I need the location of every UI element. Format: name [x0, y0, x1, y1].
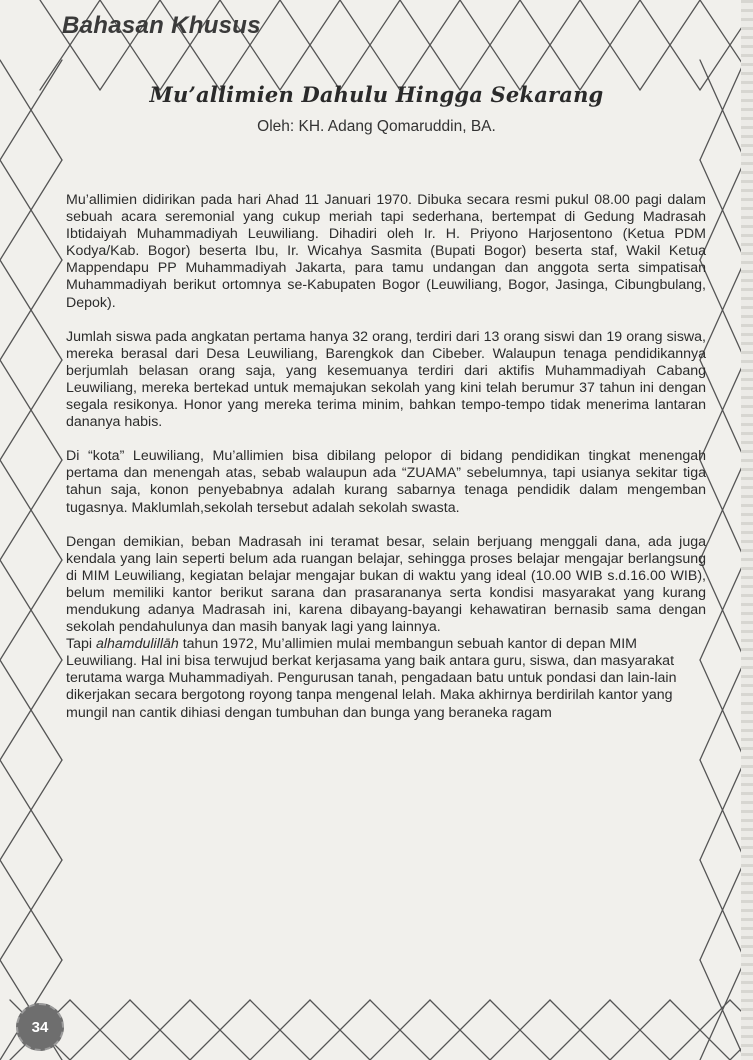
paragraph-office-rest: tahun 1972, Mu’allimien mulai membangun sebuah kantor di depan MIM Leuwiliang. Hal ini bisa terwujud berkat kerjasama yang baik antara guru, siswa, dan masyarakat terutama warga Muhammadiyah. Pengurusan tanah, pengadaan batu untuk pondasi dan lain-lain dikerjakan secara bergotong royong tanpa mengenal lelah. Maka akhirnya berdirilah kantor yang mungil nan cantik dihiasi dengan tumbuhan dan bunga yang beraneka ragam: [66, 636, 677, 721]
paragraph-students: Jumlah siswa pada angkatan pertama hanya 32 orang, terdiri dari 13 orang siswi dan 19 orang siswa, mereka berasal dari Desa Leuwiliang, Barengkok dan Cibeber. Walaupun tenaga pendidikannya berjumlah belasan orang saja, yang kesemuanya terdiri dari aktifis Muhammadiyah Cabang Leuwiliang, mereka bertekad untuk memajukan sekolah yang kini telah berumur 37 tahun ini dengan segala resikonya. Honor yang mereka terima minim, bahkan tempo-tempo tidak menerima lantaran dananya habis.: [66, 328, 706, 431]
paragraph-office-italic: alhamdulillāh: [95, 636, 179, 653]
article-byline: Oleh: KH. Adang Qomaruddin, BA.: [257, 118, 496, 135]
paragraph-founding: Mu’allimien didirikan pada hari Ahad 11 Januari 1970. Dibuka secara resmi pukul 08.00 pagi dalam sebuah acara seremonial yang cukup meriah tapi sederhana, bertempat di Gedung Madrasah Ibtidaiyah Muhammadiyah Leuwiliang. Dihadiri oleh Ir. H. Priyono Harjosentono (Ketua PDM Kodya/Kab. Bogor) beserta Ibu, Ir. Wicahya Sasmita (Bupati Bogor) beserta staf, Wakil Ketua Mappendapu PP Muhammadiyah Jakarta, para tamu undangan dan anggota serta simpatisan Muhammadiyah berikut ortomnya se-Kabupaten Bogor (Leuwiliang, Bogor, Jasinga, Cibungbulang, Depok).: [66, 192, 706, 311]
paragraph-office-lead: Tapi: [66, 636, 96, 653]
page-edge-strip: [741, 0, 753, 1060]
page-number-badge: [16, 1003, 64, 1051]
paragraph-pioneer: Di “kota” Leuwiliang, Mu’allimien bisa dibilang pelopor di bidang pendidikan tingkat menengah pertama dan menengah atas, sebab walaupun ada “ZUAMA” sebelumnya, tapi usianya sekitar tiga tahun saja, konon penyebabnya adalah kurang sabarnya tenaga pendidik dalam mengemban tugasnya. Maklumlah,sekolah tersebut adalah sekolah swasta.: [66, 448, 706, 516]
paragraph-challenges: Dengan demikian, beban Madrasah ini teramat besar, selain berjuang menggali dana, ada juga kendala yang lain seperti belum ada ruangan belajar, sehingga proses belajar mengajar berlangsung di MIM Leuwiliang, kegiatan belajar mengajar bukan di waktu yang ideal (10.00 WIB s.d.16.00 WIB), belum memiliki kantor berikut sarana dan prasarananya serta kondisi masyarakat yang kurang mendukung adanya Madrasah ini, karena dibayang-bayangi kehawatiran bernasib sama dengan sekolah pendahulunya dan masih banyak lagi yang lainnya.: [66, 533, 706, 636]
section-label: Bahasan Khusus: [62, 12, 261, 39]
article-body: [66, 192, 706, 739]
paragraph-office: [66, 636, 706, 721]
article-title: Mu’allimien Dahulu Hingga Sekarang: [149, 82, 604, 107]
page-number: 34: [31, 1018, 49, 1036]
